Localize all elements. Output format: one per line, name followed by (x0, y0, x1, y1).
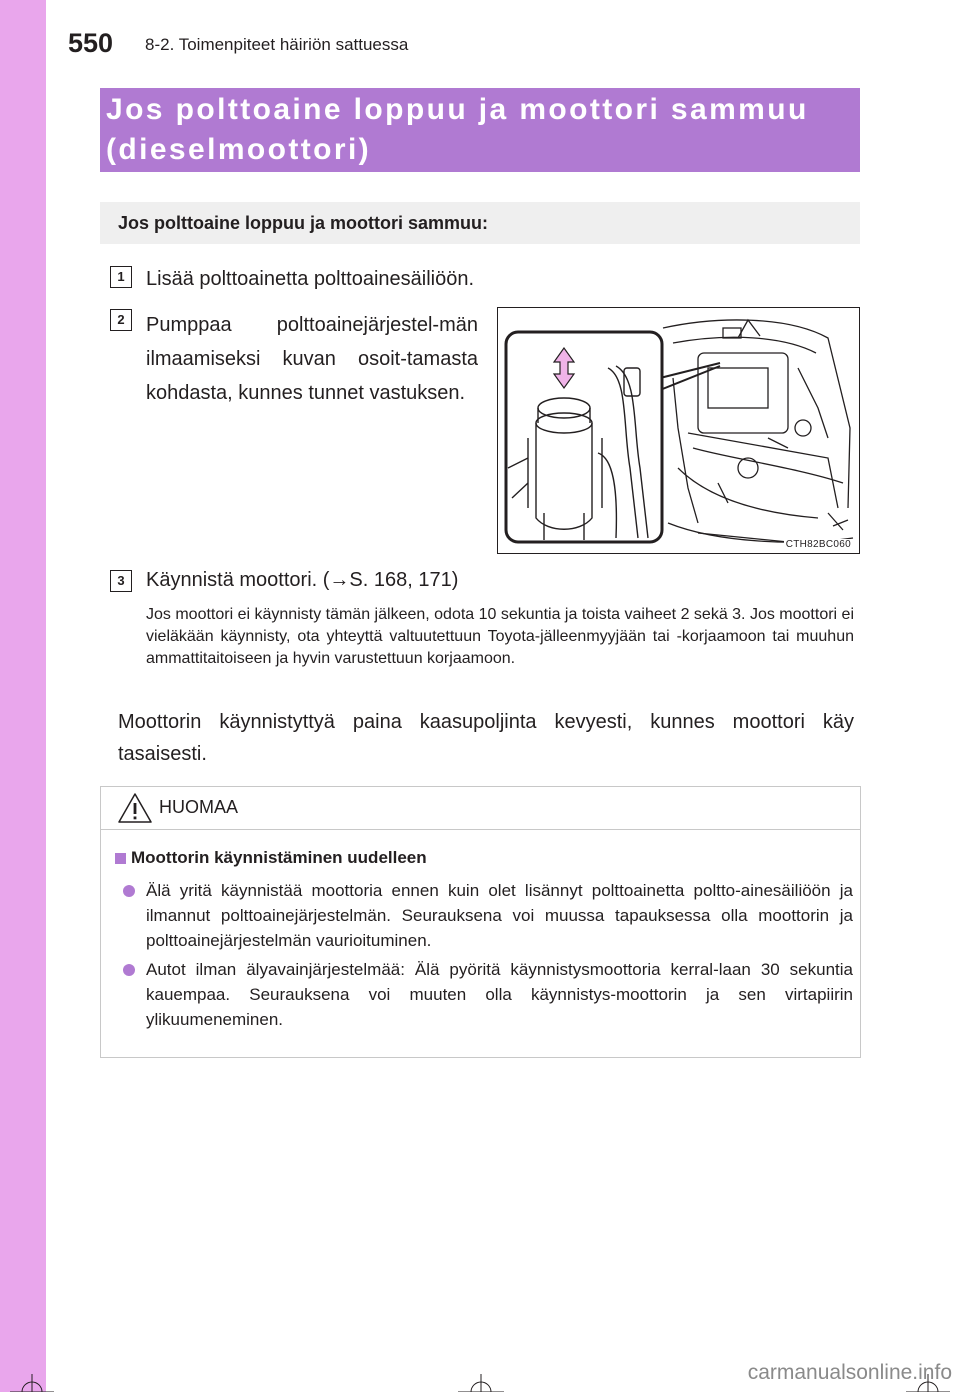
step-3-note: Jos moottori ei käynnisty tämän jälkeen, odota 10 sekuntia ja toista vaiheet 2 sekä 3. Jos moottori ei vieläkään käynnisty, ota yhteyttä valtuutettuun Toyota-jälleenmyyjään tai -korjaamoon tai muuhun ammattitaitoiseen ja hyvin varustettuun korjaamoon. (146, 606, 854, 667)
figure-code: CTH82BC060 (785, 539, 851, 550)
page-heading-line1: Jos polttoaine loppuu ja moottori sammuu (106, 93, 809, 126)
bullet-dot-icon (123, 964, 135, 976)
subheading-band (100, 202, 860, 244)
page-number: 550 (68, 28, 114, 58)
step-number-3: 3 (110, 570, 132, 592)
warning-triangle-icon (117, 791, 153, 825)
section-title: 8-2. Toimenpiteet häiriön sattuessa (145, 35, 409, 54)
caution-bullet-2-text: Autot ilman älyavainjärjestelmää: Älä pyöritä käynnistysmoottoria kerral-laan 30 sekuntia kauempaa. Seurauksena voi muuten olla käynnistys-moottorin ja sen virtapiirin ylikuumeneminen. (146, 960, 853, 1029)
subheading-text: Jos polttoaine loppuu ja moottori sammuu: (118, 213, 489, 233)
page-heading-line2: (dieselmoottori) (106, 133, 372, 166)
caution-bullet-1 (123, 878, 853, 953)
page-heading (100, 88, 860, 172)
page-side-bar (0, 0, 46, 1392)
step-3-text (146, 563, 458, 597)
caution-label: HUOMAA (159, 797, 239, 817)
restart-paragraph: Moottorin käynnistyttyä paina kaasupoljinta kevyesti, kunnes moottori käy tasaisesti. (118, 711, 854, 765)
square-bullet-icon (115, 853, 126, 864)
caution-header (101, 787, 860, 830)
caution-box (100, 786, 861, 1058)
watermark: carmanualsonline.info (747, 1361, 952, 1384)
arrow-icon: → (329, 569, 350, 591)
engine-illustration (497, 307, 860, 554)
step-1-text: Lisää polttoainetta polttoainesäiliöön. (146, 268, 475, 290)
caution-subheading-text: Moottorin käynnistäminen uudelleen (131, 848, 427, 867)
bullet-dot-icon (123, 885, 135, 897)
crop-mark-icon (458, 1366, 504, 1392)
crop-mark-icon (8, 1366, 54, 1392)
caution-bullet-2 (123, 957, 853, 1032)
page-reference[interactable]: S. 168, 171) (349, 569, 459, 591)
step-2-text: Pumppaa polttoainejärjestel-män ilmaamiseksi kuvan osoit-tamasta kohdasta, kunnes tunnet vastuksen. (146, 314, 478, 404)
step-number-2: 2 (110, 309, 132, 331)
step-number-1: 1 (110, 266, 132, 288)
caution-bullet-1-text: Älä yritä käynnistää moottoria ennen kuin olet lisännyt polttoainetta poltto-ainesäiliöön ja ilmannut polttoainejärjestelmän. Seurauksena voi muussa tapauksessa olla moottorin ja polttoainejärjestelmän vaurioituminen. (146, 881, 853, 950)
step-3-text-start: Käynnistä moottori. ( (146, 569, 330, 591)
caution-subheading (115, 848, 427, 868)
engine-bay-drawing (498, 308, 860, 554)
